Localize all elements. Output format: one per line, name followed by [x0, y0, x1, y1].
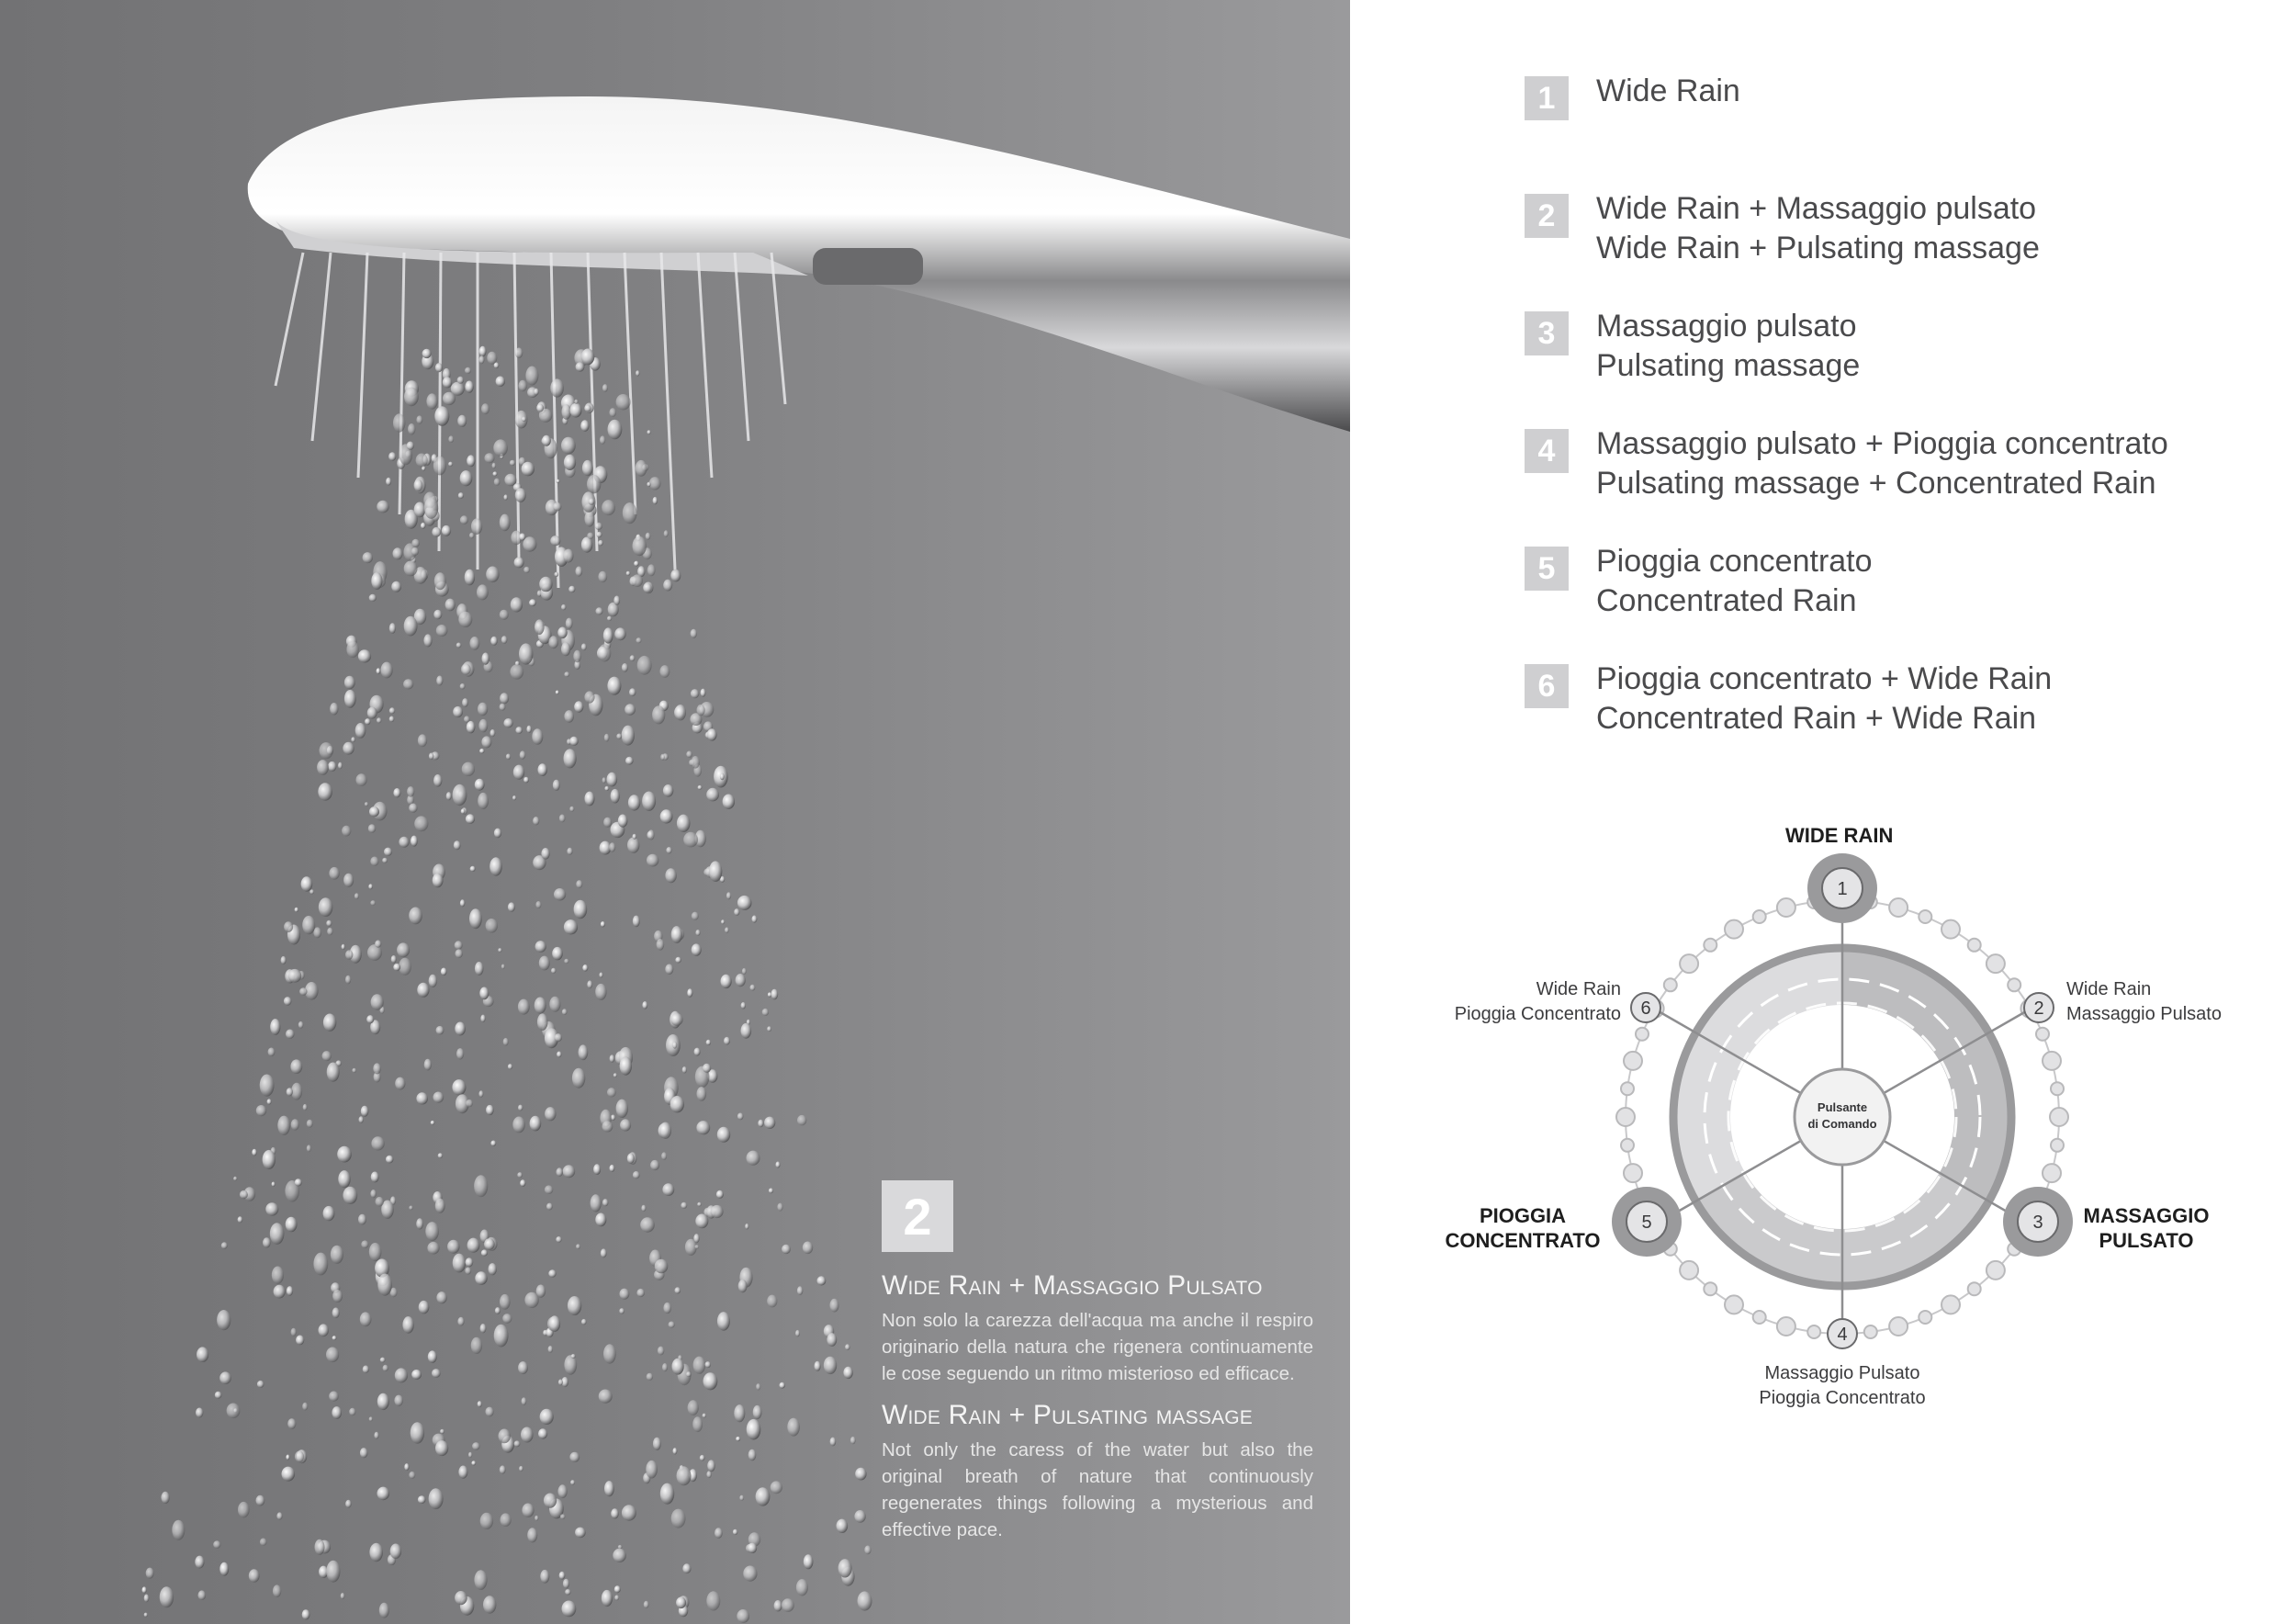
- label-concentrato: CONCENTRATO: [1445, 1229, 1601, 1252]
- mode-label-english: Wide Rain + Pulsating massage: [1596, 231, 2040, 265]
- position-5-label: 5: [1641, 1212, 1652, 1233]
- bead: [2043, 1164, 2061, 1182]
- mode-label-english: Pulsating massage: [1596, 348, 1861, 383]
- bead: [1986, 954, 2005, 973]
- label-wide-rain: WIDE RAIN: [1785, 824, 1894, 847]
- position-4-label: 4: [1837, 1325, 1848, 1345]
- label-2-line2: Massaggio Pulsato: [2066, 1004, 2222, 1024]
- bead: [1680, 1261, 1698, 1280]
- bead: [1704, 1282, 1716, 1295]
- bead: [2036, 1028, 2049, 1041]
- bead: [1777, 1317, 1795, 1336]
- bead: [1941, 1295, 1960, 1314]
- bead: [2051, 1139, 2064, 1152]
- feature-text-italian: Non solo la carezza dell'acqua ma anche il respiro originario della natura che rigenera continuamente le cose seguendo un ritmo misterioso ed efficace.: [882, 1310, 1313, 1384]
- bead: [1624, 1164, 1642, 1182]
- mode-number-badge: 1: [1525, 76, 1569, 120]
- bead: [1624, 1052, 1642, 1070]
- position-2-label: 2: [2033, 998, 2044, 1019]
- bead: [1753, 1311, 1766, 1324]
- bead: [2050, 1108, 2068, 1126]
- position-6-label: 6: [1640, 998, 1651, 1019]
- bead: [1616, 1108, 1635, 1126]
- bead: [1621, 1139, 1634, 1152]
- mode-number-badge: 3: [1525, 311, 1569, 355]
- mode-label-italian: Pioggia concentrato: [1596, 544, 1873, 579]
- bead: [1968, 939, 1981, 952]
- position-1-label: 1: [1837, 879, 1848, 899]
- bead: [1919, 910, 1931, 923]
- label-4-line1: Massaggio Pulsato: [1764, 1363, 1920, 1383]
- bead: [1919, 1311, 1931, 1324]
- label-pioggia: PIOGGIA: [1479, 1204, 1567, 1227]
- mode-number-badge: 2: [1525, 194, 1569, 238]
- label-4-line2: Pioggia Concentrato: [1759, 1388, 1926, 1408]
- mode-number-badge: 5: [1525, 547, 1569, 591]
- bead: [1704, 939, 1716, 952]
- label-2-line1: Wide Rain: [2066, 979, 2152, 999]
- bead: [1889, 898, 1908, 917]
- bead: [2043, 1052, 2061, 1070]
- label-6-line2: Pioggia Concentrato: [1454, 1004, 1621, 1024]
- label-massaggio: MASSAGGIO: [2083, 1204, 2210, 1227]
- mode-label-italian: Massaggio pulsato + Pioggia concentrato: [1596, 426, 2168, 461]
- mode-number-badge: 4: [1525, 429, 1569, 473]
- feature-title-english: Wide Rain + Pulsating massage: [882, 1400, 1253, 1430]
- mode-label-italian: Massaggio pulsato: [1596, 309, 1857, 344]
- bead: [1941, 920, 1960, 939]
- mode-label-italian: Wide Rain: [1596, 73, 1740, 108]
- bead: [1621, 1082, 1634, 1095]
- bead: [1986, 1261, 2005, 1280]
- position-3-label: 3: [2032, 1212, 2043, 1233]
- bead: [1725, 1295, 1743, 1314]
- mode-label-english: Concentrated Rain + Wide Rain: [1596, 701, 2037, 736]
- bead: [1753, 910, 1766, 923]
- label-pulsato: PULSATO: [2099, 1229, 2194, 1252]
- bead: [1777, 898, 1795, 917]
- mode-number-badge: 6: [1525, 664, 1569, 708]
- center-label-2: di Comando: [1807, 1117, 1877, 1131]
- mode-label-italian: Pioggia concentrato + Wide Rain: [1596, 661, 2053, 696]
- mode-label-english: Concentrated Rain: [1596, 583, 1857, 618]
- mode-label-italian: Wide Rain + Massaggio pulsato: [1596, 191, 2037, 226]
- bead: [1725, 920, 1743, 939]
- bead: [2008, 978, 2020, 991]
- bead: [1889, 1317, 1908, 1336]
- bead: [1968, 1282, 1981, 1295]
- mode-label-english: Pulsating massage + Concentrated Rain: [1596, 466, 2156, 501]
- feature-title-italian: Wide Rain + Massaggio Pulsato: [882, 1270, 1263, 1301]
- bead: [1636, 1028, 1649, 1041]
- bead: [1680, 954, 1698, 973]
- label-6-line1: Wide Rain: [1536, 979, 1621, 999]
- bead: [1864, 1325, 1877, 1338]
- bead: [1664, 978, 1677, 991]
- center-label-1: Pulsante: [1817, 1100, 1868, 1114]
- bead: [1807, 1325, 1820, 1338]
- feature-text-english: Not only the caress of the water but also the original breath of nature that continuously regenerates things following a mysterious and effective pace.: [882, 1439, 1313, 1540]
- bead: [2051, 1082, 2064, 1095]
- feature-number-badge: 2: [882, 1180, 953, 1252]
